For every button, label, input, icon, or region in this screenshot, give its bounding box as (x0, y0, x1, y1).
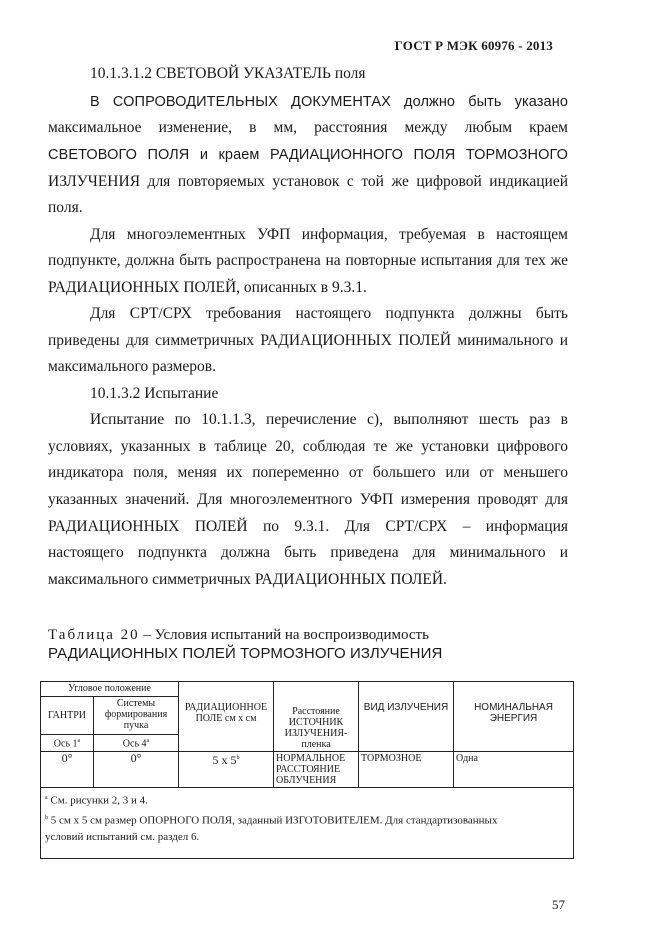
text-line: РАДИАЦИОННЫХ ПОЛЕЙ, описанных в 9.3.1. (48, 279, 367, 296)
cell-beam: 0° (94, 752, 179, 788)
note-b: $^b$ 5 см х 5 см размер ОПОРНОГО ПОЛЯ, заданный ИЗГОТОВИТЕЛЕМ. Для стандартизованных (45, 814, 498, 827)
header-beam-system: Системы формирования пучка (94, 696, 179, 734)
text-line: максимальное изменение, в мм, расстояния между любым краем (48, 119, 568, 136)
table-caption-text: – Условия испытаний на воспроизводимость (139, 627, 429, 643)
text-line: настоящего подпункта должна быть приведена для минимального и (48, 544, 568, 561)
header-angular-position: Угловое положение (41, 682, 179, 697)
text-line: поля. (48, 199, 83, 216)
text-line: Для многоэлементных УФП информация, требуемая в настоящем (90, 226, 568, 243)
header-axis-1: Ось 1$^a$ (41, 734, 94, 751)
text-line: условиях, указанных в таблице 20, соблюдая те же установки цифрового (48, 438, 568, 455)
note-a: $^a$ См. рисунки 2, 3 и 4. (45, 794, 148, 807)
cell-energy: Одна (454, 752, 574, 788)
text-line: СВЕТОВОГО ПОЛЯ и краем РАДИАЦИОННОГО ПОЛЯ ТОРМОЗНОГО (48, 147, 568, 163)
text-line: ИЗЛУЧЕНИЯ для повторяемых установок с той же цифровой индикацией (48, 173, 568, 190)
text-line: индикатора поля, меняя их попеременно от большего или от меньшего (48, 464, 568, 481)
cell-field: 5 х 5$^b$ (179, 752, 274, 788)
cell-radiation: ТОРМОЗНОЕ (359, 752, 454, 788)
text-line: В СОПРОВОДИТЕЛЬНЫХ ДОКУМЕНТАХ должно быть указано (90, 94, 568, 110)
page-number: 57 (552, 897, 565, 912)
text-line: максимального симметричных РАДИАЦИОННЫХ ПОЛЕЙ. (48, 571, 447, 588)
header-axis-4: Ось 4$^a$ (94, 734, 179, 751)
text-line: Испытание по 10.1.1.3, перечисление с), выполняют шесть раз в (90, 411, 568, 428)
text-line: подпункте, должна быть распространена на повторные испытания для тех же (48, 252, 568, 269)
header-distance: Расстояние ИСТОЧНИК ИЗЛУЧЕНИЯ-пленка (274, 682, 359, 752)
text-line: максимального размеров. (48, 358, 216, 375)
header-field: РАДИАЦИОННОЕ ПОЛЕ см х см (179, 682, 274, 752)
section-heading: 10.1.3.2 Испытание (90, 385, 219, 402)
text-line: Для СРТ/СРХ требования настоящего подпункта должны быть (90, 305, 568, 322)
table-caption-line2: РАДИАЦИОННЫХ ПОЛЕЙ ТОРМОЗНОГО ИЗЛУЧЕНИЯ (48, 645, 443, 662)
section-heading: 10.1.3.1.2 СВЕТОВОЙ УКАЗАТЕЛЬ поля (90, 65, 366, 82)
header-energy: НОМИНАЛЬНАЯ ЭНЕРГИЯ (454, 682, 574, 752)
text-line: приведены для симметричных РАДИАЦИОННЫХ ПОЛЕЙ минимального и (48, 332, 568, 349)
text-line: указанных значений. Для многоэлементного УФП измерения проводят для (48, 491, 568, 508)
table-row (41, 752, 574, 788)
text-line: РАДИАЦИОННЫХ ПОЛЕЙ по 9.3.1. Для СРТ/СРХ – информация (48, 518, 568, 535)
note-b-cont: условий испытаний см. раздел 6. (45, 831, 200, 844)
conditions-table (40, 681, 574, 859)
header-gantry: ГАНТРИ (41, 696, 94, 734)
table-caption-label: Таблица 20 (48, 627, 140, 643)
cell-gantry: 0° (41, 752, 94, 788)
document-header: ГОСТ Р МЭК 60976 - 2013 (394, 38, 553, 53)
header-radiation-type: ВИД ИЗЛУЧЕНИЯ (359, 682, 454, 752)
table-notes (41, 788, 574, 859)
table-caption (48, 626, 429, 644)
cell-distance: НОРМАЛЬНОЕ РАССТОЯНИЕ ОБЛУЧЕНИЯ (274, 752, 359, 788)
